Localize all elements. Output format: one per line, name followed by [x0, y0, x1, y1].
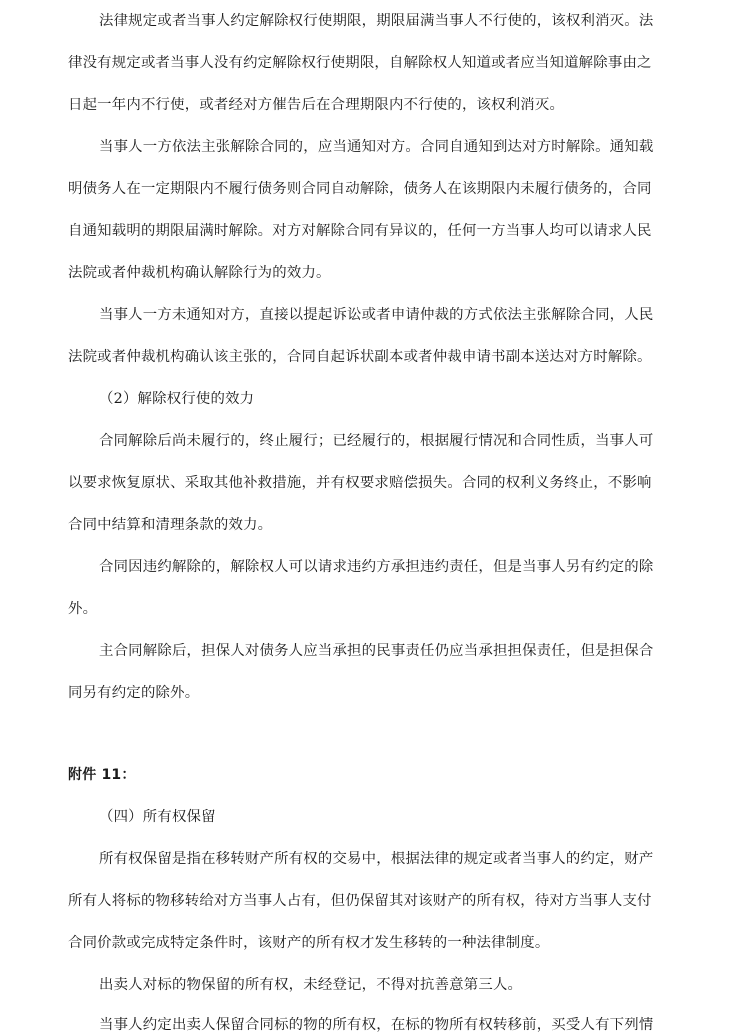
text-line: 所有权保留是指在移转财产所有权的交易中，根据法律的规定或者当事人的约定，财产: [99, 851, 654, 867]
text-line: 主合同解除后，担保人对债务人应当承担的民事责任仍应当承担担保责任，但是担保合: [99, 643, 654, 659]
text-line: 合同价款或完成特定条件时，该财产的所有权才发生移转的一种法律制度。: [68, 935, 550, 951]
text-line: 法律规定或者当事人约定解除权行使期限，期限届满当事人不行使的，该权利消灭。法: [99, 13, 654, 29]
section-heading: （2）解除权行使的效力: [99, 391, 255, 407]
text-line: 法院或者仲裁机构确认解除行为的效力。: [68, 265, 331, 281]
text-line: 同另有约定的除外。: [68, 685, 200, 701]
text-line: 外。: [68, 601, 98, 617]
text-line: 合同因违约解除的，解除权人可以请求违约方承担违约责任，但是当事人另有约定的除: [99, 559, 654, 575]
text-line: 出卖人对标的物保留的所有权，未经登记，不得对抗善意第三人。: [99, 977, 523, 993]
text-line: 律没有规定或者当事人没有约定解除权行使期限，自解除权人知道或者应当知道解除事由之: [68, 55, 652, 71]
text-line: 当事人一方未通知对方，直接以提起诉讼或者申请仲裁的方式依法主张解除合同，人民: [99, 307, 654, 323]
text-line: 以要求恢复原状、采取其他补救措施，并有权要求赔偿损失。合同的权利义务终止，不影响: [68, 475, 652, 491]
text-line: 合同解除后尚未履行的，终止履行；已经履行的，根据履行情况和合同性质，当事人可: [99, 433, 654, 449]
text-line: 当事人约定出卖人保留合同标的物的所有权，在标的物所有权转移前，买受人有下列情: [99, 1017, 654, 1033]
text-line: 法院或者仲裁机构确认该主张的，合同自起诉状副本或者仲裁申请书副本送达对方时解除。: [68, 349, 652, 365]
text-line: 所有人将标的物移转给对方当事人占有，但仍保留其对该财产的所有权，待对方当事人支付: [68, 893, 652, 909]
text-line: 明债务人在一定期限内不履行债务则合同自动解除，债务人在该期限内未履行债务的，合同: [68, 181, 652, 197]
text-line: 自通知载明的期限届满时解除。对方对解除合同有异议的，任何一方当事人均可以请求人民: [68, 223, 652, 239]
text-line: 合同中结算和清理条款的效力。: [68, 517, 273, 533]
section-heading: （四）所有权保留: [99, 809, 216, 825]
text-line: 日起一年内不行使，或者经对方催告后在合理期限内不行使的，该权利消灭。: [68, 97, 565, 113]
attachment-heading: 附件 11：: [68, 767, 136, 783]
text-line: 当事人一方依法主张解除合同的，应当通知对方。合同自通知到达对方时解除。通知载: [99, 139, 654, 155]
